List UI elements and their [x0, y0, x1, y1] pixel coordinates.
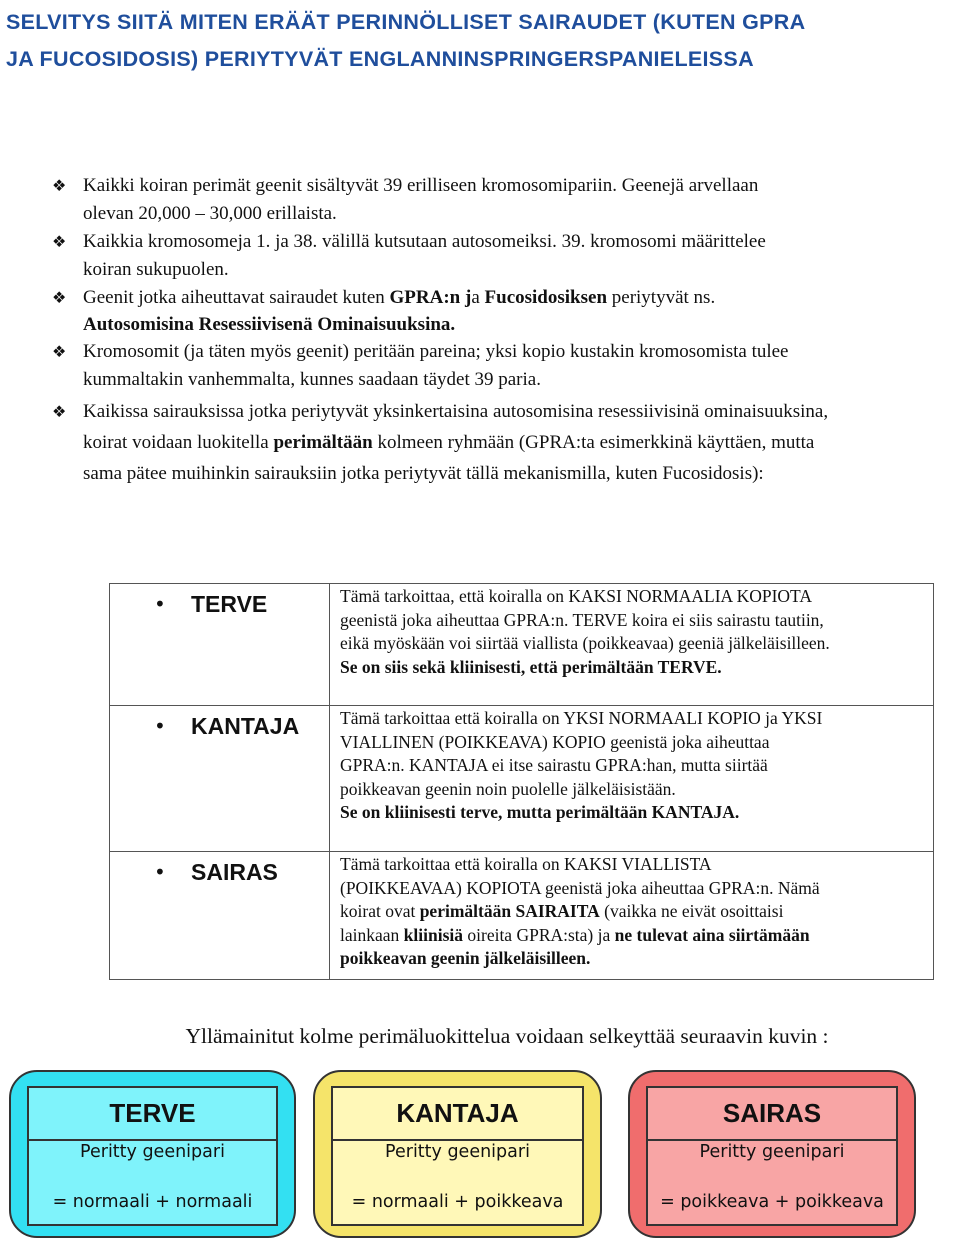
box-kantaja [313, 1070, 602, 1238]
desc-conclusion: poikkeavan geenin jälkeläisilleen. [340, 948, 591, 968]
genotype-table [109, 583, 934, 980]
desc-conclusion: Se on kliinisesti terve, mutta perimältään KANTAJA. [340, 802, 740, 822]
bold-gpra: GPRA:n j [389, 287, 472, 308]
diamond-bullet-icon: ❖ [52, 288, 67, 307]
box-title: SAIRAS [722, 1098, 822, 1128]
desc-line: poikkeavan geenin noin puolelle jälkeläisistään. [340, 778, 676, 799]
desc-line [340, 900, 925, 924]
diamond-bullet-icon: ❖ [52, 402, 67, 421]
box-title: TERVE [109, 1098, 196, 1128]
description-cell [330, 852, 934, 980]
document-title [6, 4, 956, 78]
diamond-bullet-icon: ❖ [52, 232, 67, 251]
box-value: = poikkeava + poikkeava [660, 1192, 884, 1212]
box-title: KANTAJA [396, 1098, 519, 1128]
bold-perimaltaan: perimältään [273, 432, 373, 453]
figure-caption: Yllämainitut kolme perimäluokittelua voidaan selkeyttää seuraavin kuvin : [185, 1024, 829, 1048]
text-run: periytyvät ns. [607, 287, 716, 308]
description-cell [330, 706, 934, 852]
bullet-list [52, 172, 957, 489]
bullet-5-line-3: sama pätee muihinkin sairauksiin jotka periytyvät tällä mekanismilla, kuten Fucosidosis): [83, 463, 764, 484]
text-run: koirat voidaan luokitella [83, 432, 274, 453]
box-terve [9, 1070, 296, 1238]
desc-line: (POIKKEAVAA) KOPIOTA geenistä joka aiheuttaa GPRA:n. Nämä [340, 877, 820, 898]
diamond-bullet-icon: ❖ [52, 342, 67, 361]
bullet-item-1 [52, 172, 957, 228]
text-run: kolmeen ryhmään (GPRA:ta esimerkkinä käyttäen, mutta [372, 432, 815, 453]
bullet-item-5 [52, 396, 957, 489]
diamond-bullet-icon: ❖ [52, 176, 67, 195]
desc-line: Tämä tarkoittaa, että koiralla on KAKSI NORMAALIA KOPIOTA [340, 586, 812, 606]
label-sairas: SAIRAS [191, 859, 278, 885]
text-run: lainkaan [340, 924, 404, 945]
label-cell [110, 852, 330, 980]
bold-run: perimältään SAIRAITA [419, 901, 600, 921]
desc-line: Tämä tarkoittaa että koiralla on KAKSI VIALLISTA [340, 854, 712, 874]
table-row-sairas [110, 852, 934, 980]
box-value: = normaali + normaali [52, 1192, 253, 1212]
desc-line [340, 924, 925, 948]
box-subtitle: Peritty geenipari [699, 1142, 845, 1162]
table-row-kantaja [110, 706, 934, 852]
desc-line: geenistä joka aiheuttaa GPRA:n. TERVE koira ei siis sairastu tautiin, [340, 609, 824, 630]
table-row-terve [110, 584, 934, 706]
bullet-2-line-1: Kaikkia kromosomeja 1. ja 38. välillä kutsutaan autosomeiksi. 39. kromosomi määrittelee [83, 231, 766, 252]
text-run: koirat ovat [340, 901, 420, 921]
description-cell [330, 584, 934, 706]
bullet-4-line-1: Kromosomit (ja täten myös geenit) peritään pareina; yksi kopio kustakin kromosomista tulee [83, 341, 789, 362]
label-kantaja: KANTAJA [191, 713, 300, 739]
bullet-5-line-1: Kaikissa sairauksissa jotka periytyvät yksinkertaisina autosomisina resessiivisinä ominaisuuksina, [83, 401, 829, 422]
desc-conclusion: Se on siis sekä kliinisesti, että perimältään TERVE. [340, 656, 722, 677]
bullet-3-line-1 [83, 284, 957, 311]
bullet-dot-icon: • [154, 860, 166, 884]
text-run: oireita GPRA:sta) ja [463, 924, 615, 945]
label-terve: TERVE [191, 591, 268, 617]
bullet-2-line-2: koiran sukupuolen. [83, 259, 229, 280]
bullet-item-4 [52, 338, 957, 394]
bullet-dot-icon: • [154, 592, 166, 616]
bullet-3-line-2: Autosomisina Resessiivisenä Ominaisuuksina. [83, 314, 456, 335]
title-line-2: JA FUCOSIDOSIS) PERIYTYVÄT ENGLANNINSPRINGERSPANIELEISSA [6, 47, 754, 71]
bullet-5-line-2 [83, 427, 957, 458]
bold-fucosidosis: Fucosidosiksen [484, 287, 608, 308]
desc-line: eikä myöskään voi siirtää viallista (poikkeavaa) geeniä jälkeläisilleen. [340, 633, 830, 653]
box-subtitle: Peritty geenipari [385, 1142, 530, 1162]
text-run: Geenit jotka aiheuttavat sairaudet kuten [83, 287, 390, 308]
bullet-1-line-1: Kaikki koiran perimät geenit sisältyvät 39 erilliseen kromosomipariin. Geenejä arvellaan [83, 175, 759, 196]
title-line-1: SELVITYS SIITÄ MITEN ERÄÄT PERINNÖLLISET SAIRAUDET (KUTEN GPRA [6, 10, 806, 34]
label-cell [110, 584, 330, 706]
bold-run: ne tulevat aina siirtämään [614, 924, 810, 945]
box-value: = normaali + poikkeava [351, 1192, 564, 1212]
desc-line: GPRA:n. KANTAJA ei itse sairastu GPRA:han, mutta siirtää [340, 755, 768, 775]
bullet-item-3 [52, 284, 957, 338]
desc-line: Tämä tarkoittaa että koiralla on YKSI NORMAALI KOPIO ja YKSI [340, 708, 823, 728]
box-sairas [628, 1070, 916, 1238]
text-run: (vaikka ne eivät osoittaisi [599, 901, 784, 921]
desc-line: VIALLINEN (POIKKEAVA) KOPIO geenistä joka aiheuttaa [340, 731, 770, 752]
bullet-item-2 [52, 228, 957, 284]
box-subtitle: Peritty geenipari [80, 1142, 225, 1162]
text-run: a [471, 287, 485, 308]
bold-run: kliinisiä [403, 924, 463, 945]
bullet-1-line-2: olevan 20,000 – 30,000 erillaista. [83, 203, 337, 224]
bullet-dot-icon: • [154, 714, 166, 738]
label-cell [110, 706, 330, 852]
bullet-4-line-2: kummaltakin vanhemmalta, kunnes saadaan täydet 39 paria. [83, 369, 541, 390]
